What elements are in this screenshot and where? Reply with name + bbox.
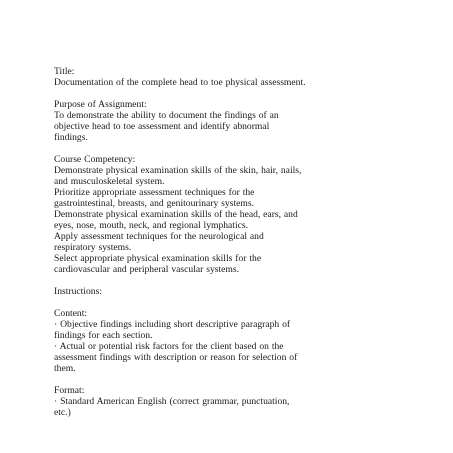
format-section — [54, 385, 399, 418]
competency-line: Select appropriate physical examination skills for the — [54, 253, 262, 264]
competency-label: Course Competency: — [54, 154, 136, 165]
competency-line: gastrointestinal, breasts, and genitourinary systems. — [54, 198, 254, 209]
content-line: · Actual or potential risk factors for the client based on the — [54, 341, 284, 352]
competency-line: Apply assessment techniques for the neurological and — [54, 231, 264, 242]
purpose-label: Purpose of Assignment: — [54, 99, 147, 110]
content-line: · Objective findings including short descriptive paragraph of — [54, 319, 291, 330]
instructions-label: Instructions: — [54, 286, 102, 297]
title-label: Title: — [54, 66, 75, 77]
purpose-line: To demonstrate the ability to document the findings of an — [54, 110, 279, 121]
purpose-line: findings. — [54, 132, 88, 143]
format-line: · Standard American English (correct grammar, punctuation, — [54, 396, 290, 407]
content-section — [54, 308, 399, 374]
competency-line: respiratory systems. — [54, 242, 132, 253]
content-label: Content: — [54, 308, 88, 319]
content-line: assessment findings with description or reason for selection of — [54, 352, 298, 363]
competency-line: Demonstrate physical examination skills of the head, ears, and — [54, 209, 298, 220]
content-line: findings for each section. — [54, 330, 153, 341]
competency-line: Demonstrate physical examination skills of the skin, hair, nails, — [54, 165, 302, 176]
competency-section — [54, 154, 399, 275]
format-label: Format: — [54, 385, 85, 396]
purpose-line: objective head to toe assessment and identify abnormal — [54, 121, 270, 132]
competency-line: Prioritize appropriate assessment techniques for the — [54, 187, 255, 198]
document-page — [54, 66, 399, 429]
title-section — [54, 66, 399, 88]
title-text: Documentation of the complete head to toe physical assessment. — [54, 77, 306, 88]
competency-line: and musculoskeletal system. — [54, 176, 165, 187]
format-line: etc.) — [54, 407, 71, 418]
competency-line: cardiovascular and peripheral vascular systems. — [54, 264, 240, 275]
competency-line: eyes, nose, mouth, neck, and regional lymphatics. — [54, 220, 249, 231]
content-line: them. — [54, 363, 76, 374]
purpose-section — [54, 99, 399, 143]
instructions-section — [54, 286, 399, 297]
